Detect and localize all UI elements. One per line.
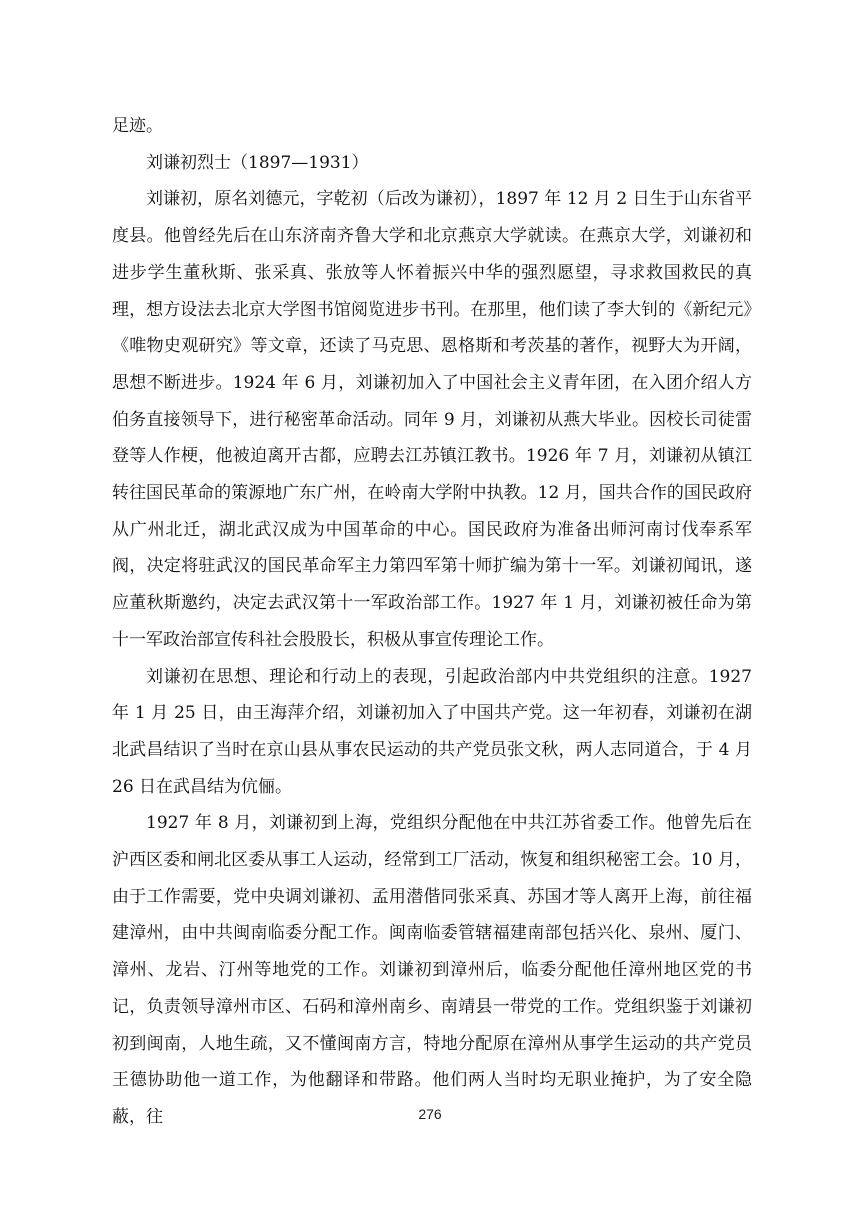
paragraph: 刘谦初，原名刘德元，字乾初（后改为谦初），1897 年 12 月 2 日生于山东省平度县。他曾经先后在山东济南齐鲁大学和北京燕京大学就读。在燕京大学，刘谦初和进步学生董秋斯、张采真、张放等人怀着振兴中华的强烈愿望，寻求救国救民的真理，想方设法去北京大学图书馆阅览进步书刊。在那里，他们读了李大钊的《新纪元》《唯物史观研究》等文章，还读了马克思、恩格斯和考茨基的著作，视野大为开阔，思想不断进步。1924 年 6 月，刘谦初加入了中国社会主义青年团，在入团介绍人方伯务直接领导下，进行秘密革命活动。同年 9 月，刘谦初从燕大毕业。因校长司徒雷登等人作梗，他被迫离开古都，应聘去江苏镇江教书。1926 年 7 月，刘谦初从镇江转往国民革命的策源地广东广州，在岭南大学附中执教。12 月，国共合作的国民政府从广州北迁，湖北武汉成为中国革命的中心。国民政府为准备出师河南讨伐奉系军阀，决定将驻武汉的国民革命军主力第四军第十师扩编为第十一军。刘谦初闻讯，遂应董秋斯邀约，决定去武汉第十一军政治部工作。1927 年 1 月，刘谦初被任命为第十一军政治部宣传科社会股股长，积极从事宣传理论工作。 [112, 189, 752, 650]
page-number: 276 [418, 1106, 442, 1122]
body-text [112, 108, 752, 1136]
paragraph: 刘谦初在思想、理论和行动上的表现，引起政治部内中共党组织的注意。1927 年 1 月 25 日，由王海萍介绍，刘谦初加入了中国共产党。这一年初春，刘谦初在湖北武昌结识了当时在京山县从事农民运动的共产党员张文秋，两人志同道合，于 4 月 26 日在武昌结为伉俪。 [112, 666, 752, 797]
paragraph: 1927 年 8 月，刘谦初到上海，党组织分配他在中共江苏省委工作。他曾先后在沪西区委和闸北区委从事工人运动，经常到工厂活动，恢复和组织秘密工会。10 月，由于工作需要，党中央调刘谦初、孟用潜偕同张采真、苏国才等人离开上海，前往福建漳州，由中共闽南临委分配工作。闽南临委管辖福建南部包括兴化、泉州、厦门、漳州、龙岩、汀州等地党的工作。刘谦初到漳州后，临委分配他任漳州地区党的书记，负责领导漳州市区、石码和漳州南乡、南靖县一带党的工作。党组织鉴于刘谦初初到闽南，人地生疏，又不懂闽南方言，特地分配原在漳州从事学生运动的共产党员王德协助他一道工作，为他翻译和带路。他们两人当时均无职业掩护，为了安全隐蔽，往 [112, 813, 752, 1127]
section-heading: 刘谦初烈士（1897—1931） [146, 152, 369, 173]
paragraph-continuation: 足迹。 [112, 116, 163, 136]
